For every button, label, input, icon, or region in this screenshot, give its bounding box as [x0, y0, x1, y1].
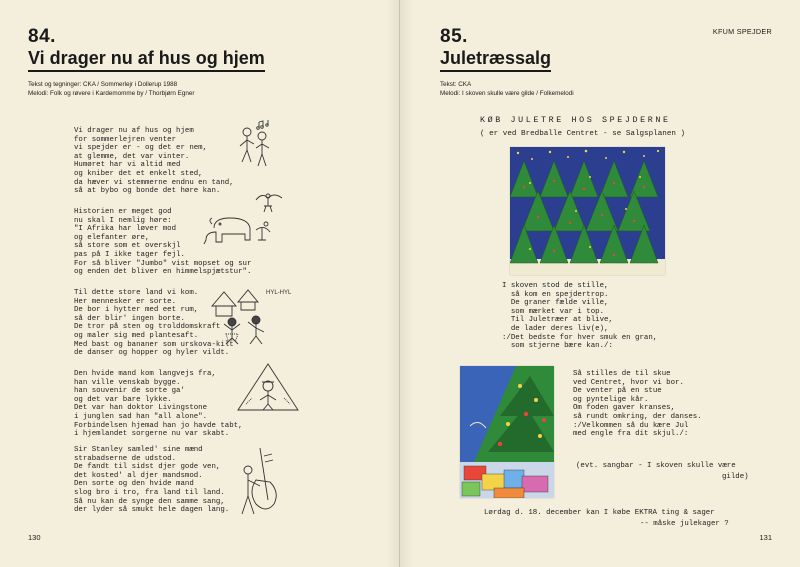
song-number: 84.: [28, 26, 56, 47]
typed-heading: KØB JULETRE HOS SPEJDERNE: [480, 115, 671, 125]
credit-text: Tekst: CKA: [440, 81, 472, 88]
verse-5: Sir Stanley samled' sine mænd strabadserne de udstod. De fandt til sidst djer gode ven, det kosted' al djer mandsmod. Den sorte og den hvide mand slog bro i tro, fra land til land. Så nu kan de synge den samme sang, der lyder så smukt hele dagen lang.: [74, 446, 230, 515]
credit-block: [28, 80, 194, 98]
right-page: [400, 0, 800, 567]
christmas-trees-illustration: [510, 147, 665, 275]
page-number-right: 131: [759, 533, 772, 542]
footer-line-2: -- måske julekager ?: [640, 520, 729, 528]
explorer-sketch: [232, 360, 304, 414]
note-line-2: gilde): [722, 473, 749, 481]
credit-melody: Melodi: I skoven skulle være gilde / Folkemelodi: [440, 90, 574, 97]
credit-melody: Melodi: Folk og røvere i Kardemomme by / Thorbjørn Egner: [28, 90, 195, 97]
credit-text: Tekst og tegninger: CKA / Sommerlejr i Dollerup 1988: [28, 81, 178, 88]
verse-2: Historien er meget god nu skal I nemlig høre: "I Afrika har løver mod og elefanter øre, så store som et overskjl pas på I ikke tager fejl. For så bliver "Jumbo" vist mopset og sur og enden det bliver en himmelspjætstur".: [74, 208, 252, 277]
verse-2: Så stilles de til skue ved Centret, hvor vi bor. De venter på en stue og pyntelige kår. Om foden gaver kranses, så rundt omkring, der danses. :/Velkommen så du kære Jul med engle fra dit skjul./:: [573, 370, 702, 439]
song-title: Vi drager nu af hus og hjem: [28, 48, 265, 72]
page-number-left: 130: [28, 533, 41, 542]
verse-3: Til dette store land vi kom. Her mennesker er sorte. De bor i hytter med eet rum, så der blir' ingen borte. De tror på sten og trolddomskraft og maler sig med plantesaft. Med bast og bananer som urskova-kilt de danser og hopper og hyler vildt.: [74, 289, 234, 358]
christmas-gifts-illustration: [460, 366, 554, 498]
song-number: 85.: [440, 26, 468, 47]
dancers-sketch: [208, 280, 300, 346]
musicians-sketch: [235, 118, 275, 170]
verse-1: I skoven stod de stille, så kom en spejdertrop. De graner fælde ville, som mærket var i top. Til Juletræer at blive, de lader deres liv(e), :/Det bedste for hver smuk en gran, som stjerne bære kan./:: [502, 282, 658, 351]
verse-4: Den hvide mand kom langvejs fra, han ville venskab bygge. han souvenir de sorte ga' og det var bare lykke. Det var han doktor Livingstone i junglen sad han "all alone". Forbindelsen hjemad han jo havde tabt, i hjemlandet sorgerne nu var skabt.: [74, 370, 243, 439]
note-line-1: (evt. sangbar - I skoven skulle være: [576, 462, 736, 470]
footer-line-1: Lørdag d. 18. december kan I købe EKTRA ting & sager: [484, 509, 715, 517]
credit-block: [440, 80, 574, 98]
elephant-sketch: [200, 210, 280, 250]
bass-player-sketch: [238, 440, 288, 524]
verse-1: Vi drager nu af hus og hjem for sommerlejren venter vi spejder er - og det er nem, at glemme, det var vinter. Humøret har vi altid med og kniber det et enkelt sted, da hæver vi stemmerne endnu en tand, så at bybo og bonde det høre kan.: [74, 127, 234, 196]
song-title: Juletræssalg: [440, 48, 551, 72]
typed-subheading: ( er ved Bredballe Centret - se Salgsplanen ): [480, 130, 686, 138]
header-tag: KFUM SPEJDER: [712, 27, 772, 36]
sketch-caption: HYL-HYL: [266, 290, 292, 296]
